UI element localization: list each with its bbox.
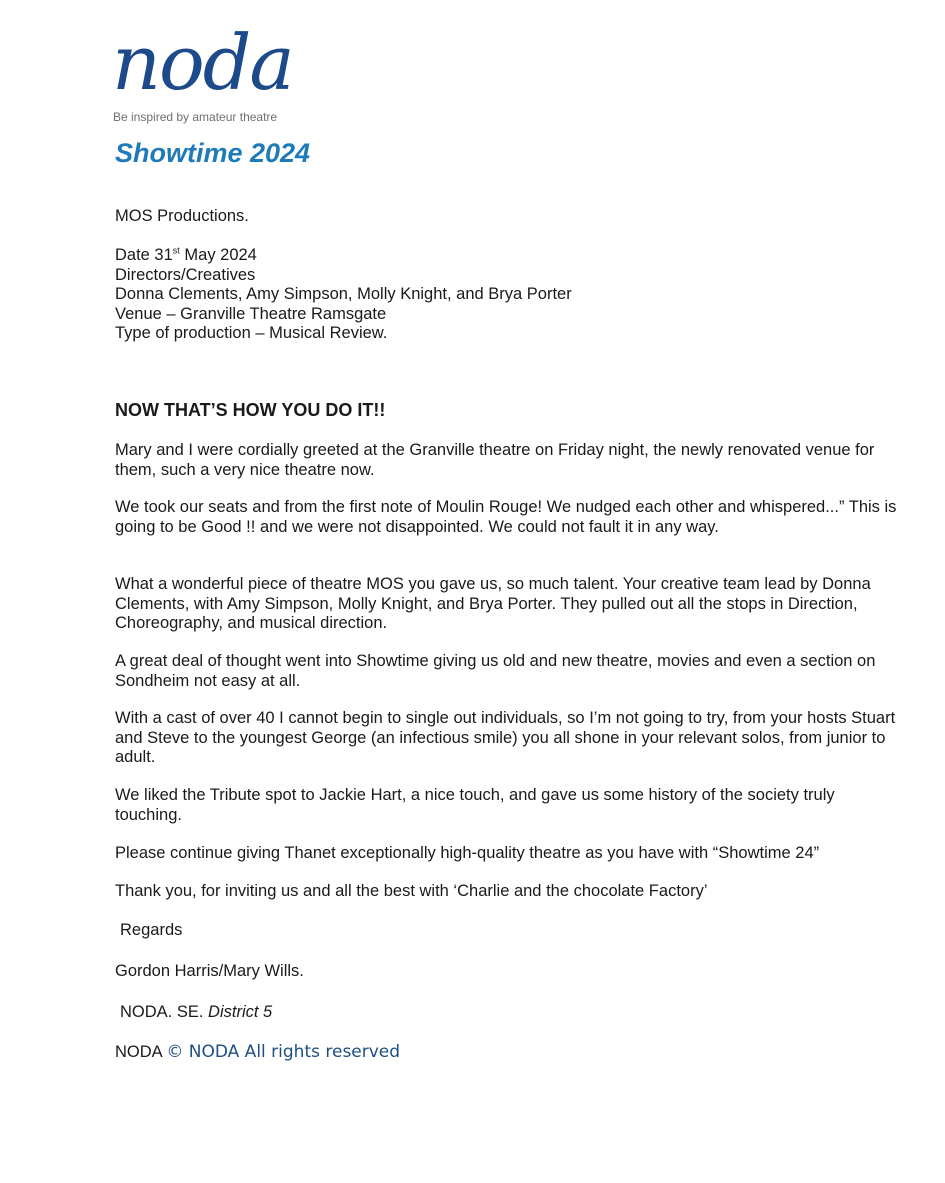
paragraph-text: Mary and I were cordially greeted at the Granville theatre on Friday night, the newly renovated venue for them, such a very nice theatre now. [115,441,875,479]
paragraph-4 [115,652,905,691]
footer-line [115,1043,905,1063]
logo-tagline: Be inspired by amateur theatre [113,110,278,124]
logo-wordmark: noda [112,18,293,107]
production-details [115,246,905,344]
paragraph-7 [115,844,905,864]
review-heading-block [115,401,905,421]
production-type: Type of production – Musical Review. [115,324,388,342]
paragraph-text: Please continue giving Thanet exceptionally high-quality theatre as you have with “Showtime 24” [115,844,820,862]
regards-line [120,921,910,941]
page-title: Showtime 2024 [115,138,311,168]
review-heading: NOW THAT’S HOW YOU DO IT!! [115,400,386,420]
org-name: NODA. SE. [120,1003,204,1021]
paragraph-text: We liked the Tribute spot to Jackie Hart, a nice touch, and gave us some history of the society truly touching. [115,786,835,824]
paragraph-text: A great deal of thought went into Showtime giving us old and new theatre, movies and even a section on Sondheim not easy at all. [115,652,876,690]
directors-names: Donna Clements, Amy Simpson, Molly Knight, and Brya Porter [115,285,572,303]
org-line [120,1003,910,1023]
footer-prefix: NODA [115,1043,162,1061]
paragraph-1 [115,441,905,480]
footer-text [115,1043,905,1063]
directors-label: Directors/Creatives [115,265,256,284]
copyright-notice: © NODA All rights reserved [166,1042,401,1062]
date-prefix: Date 31 [115,246,173,264]
signature-line [115,962,905,982]
paragraph-2 [115,498,905,537]
signature-text: Gordon Harris/Mary Wills. [115,962,304,980]
paragraph-5 [115,709,905,768]
date-line [115,246,905,266]
paragraph-8 [115,882,905,902]
noda-logo [112,8,332,126]
regards-text: Regards [120,921,183,939]
date-ordinal: st [172,245,180,256]
paragraph-text: With a cast of over 40 I cannot begin to single out individuals, so I’m not going to try, from your hosts Stuart and Steve to the youngest George (an infectious smile) you all shone in your relevant solos, from junior to adult. [115,709,896,766]
company-line [115,207,905,227]
venue-line: Venue – Granville Theatre Ramsgate [115,304,387,323]
paragraph-6 [115,786,905,825]
company-name: MOS Productions. [115,207,249,225]
paragraph-text: What a wonderful piece of theatre MOS you gave us, so much talent. Your creative team lead by Donna Clements, with Amy Simpson, Molly Knight, and Brya Porter. They pulled out all the stops in Direction, Choreography, and musical direction. [115,575,871,632]
paragraph-text: We took our seats and from the first note of Moulin Rouge! We nudged each other and whispered...” This is going to be Good !! and we were not disappointed. We could not fault it in any way. [115,498,897,536]
district-name: District 5 [208,1003,273,1021]
org-text [120,1003,910,1023]
date-suffix: May 2024 [179,246,257,264]
paragraph-text: Thank you, for inviting us and all the best with ‘Charlie and the chocolate Factory’ [115,882,708,900]
paragraph-3 [115,575,905,634]
